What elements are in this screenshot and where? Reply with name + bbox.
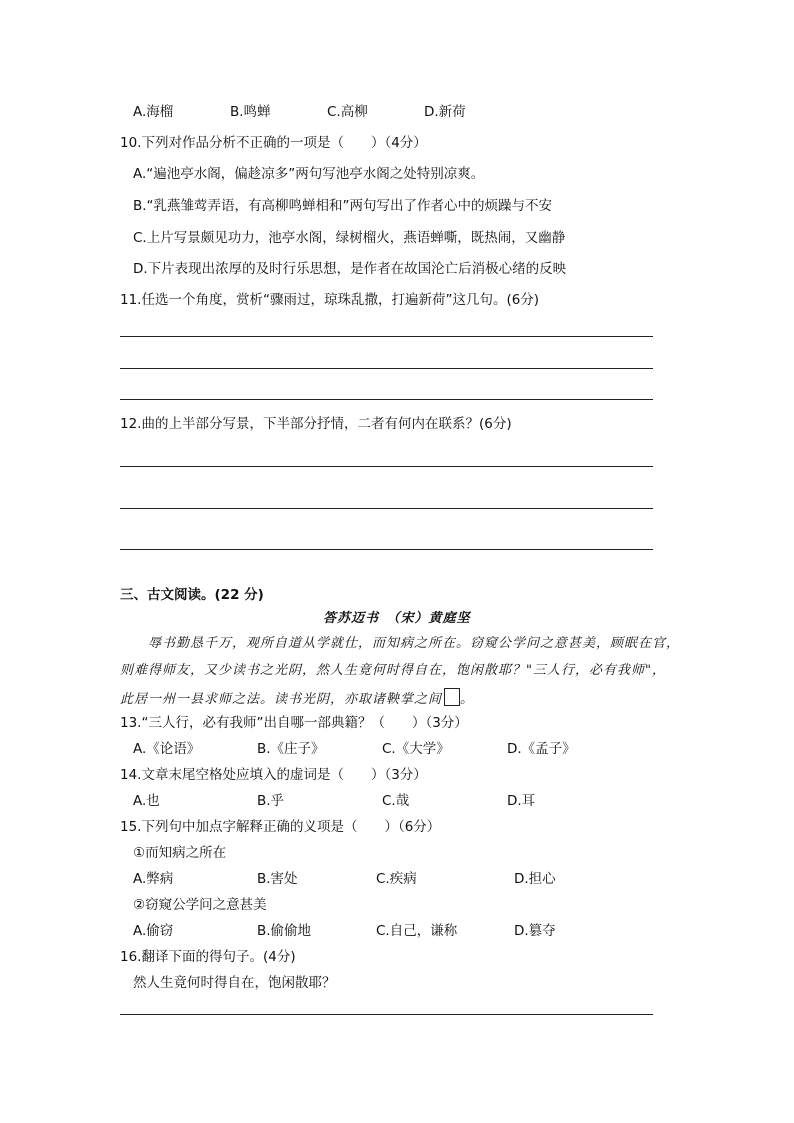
blank-box[interactable] bbox=[444, 688, 460, 706]
q12-stem: 12.曲的上半部分写景，下半部分抒情，二者有何内在联系？(6分) bbox=[120, 416, 512, 432]
q10-option-a: A.“遍池亭水阁，偏趁凉多”两句写池亭水阁之处特别凉爽。 bbox=[133, 166, 485, 182]
q9-option-a: A.海榴 bbox=[133, 104, 174, 120]
q13-option-c: C.《大学》 bbox=[382, 741, 450, 757]
q14-option-b: B.乎 bbox=[257, 793, 285, 809]
passage-line-1: 辱书勤恳千万，观所自道从学就仕，而知病之所在。窃窥公学问之意甚美，顾眠在官， bbox=[148, 636, 681, 651]
q13-stem: 13.“三人行，必有我师”出自哪一部典籍？（ ）（3分） bbox=[120, 715, 468, 731]
q14-option-c: C.哉 bbox=[382, 793, 410, 809]
q15-stem: 15.下列句中加点字解释正确的义项是（ ）（6分） bbox=[120, 819, 441, 835]
q16-stem: 16.翻译下面的得句子。(4分) bbox=[120, 949, 296, 965]
q12-answer-line-3[interactable] bbox=[120, 549, 653, 550]
q10-option-c: C.上片写景颇见功力，池亭水阁，绿树榴火，燕语蝉嘶，既热闹，又幽静 bbox=[133, 230, 566, 246]
q15-sub1-option-d: D.担心 bbox=[514, 871, 556, 887]
q15-sub2-option-d: D.篡夺 bbox=[514, 923, 556, 939]
q15-sub2-option-b: B.偷偷地 bbox=[257, 923, 312, 939]
q9-option-d: D.新荷 bbox=[424, 104, 466, 120]
q15-sub2: ②窃窥公学问之意甚美 bbox=[133, 897, 267, 913]
q11-answer-line-3[interactable] bbox=[120, 399, 653, 400]
q14-stem: 14.文章末尾空格处应填入的虚词是（ ）（3分） bbox=[120, 767, 427, 783]
q11-answer-line-2[interactable] bbox=[120, 368, 653, 369]
q14-option-d: D.耳 bbox=[507, 793, 536, 809]
passage-line-3-text: 此居一州一县求师之法。读书光阴，亦取诸鞅掌之间 bbox=[120, 692, 443, 707]
q14-option-a: A.也 bbox=[133, 793, 160, 809]
passage-line-3 bbox=[120, 688, 474, 709]
q13-option-d: D.《孟子》 bbox=[507, 741, 576, 757]
q15-sub2-option-a: A.偷窃 bbox=[133, 923, 174, 939]
q10-stem: 10.下列对作品分析不正确的一项是（ ）（4分） bbox=[120, 135, 427, 151]
q16-answer-line[interactable] bbox=[120, 1014, 653, 1015]
q13-option-a: A.《论语》 bbox=[133, 741, 201, 757]
q15-sub1: ①而知病之所在 bbox=[133, 845, 227, 861]
q15-sub1-option-b: B.害处 bbox=[257, 871, 298, 887]
q10-option-d: D.下片表现出浓厚的及时行乐思想，是作者在故国沦亡后消极心绪的反映 bbox=[133, 261, 567, 277]
q10-option-b: B.“乳燕雏莺弄语，有高柳鸣蝉相和”两句写出了作者心中的烦躁与不安 bbox=[133, 198, 553, 214]
section3-heading: 三、古文阅读。(22 分) bbox=[120, 587, 264, 603]
q15-sub1-option-c: C.疾病 bbox=[376, 871, 417, 887]
passage-title: 答苏迈书 （宋）黄庭坚 bbox=[323, 611, 471, 626]
q9-option-c: C.高柳 bbox=[327, 104, 368, 120]
q16-sentence: 然人生竟何时得自在，饱闲散耶？ bbox=[133, 975, 336, 991]
passage-line-2: 则难得师友，又少读书之光阴，然人生竟何时得自在，饱闲散耶？"三人行，必有我师"， bbox=[120, 663, 666, 678]
q11-answer-line-1[interactable] bbox=[120, 336, 653, 337]
q11-stem: 11.任选一个角度，赏析“骤雨过，琼珠乱撒，打遍新荷”这几句。(6分) bbox=[120, 292, 540, 308]
passage-end-punct: 。 bbox=[460, 692, 475, 707]
q12-answer-line-2[interactable] bbox=[120, 508, 653, 509]
q9-option-b: B.鸣蝉 bbox=[230, 104, 271, 120]
q15-sub2-option-c: C.自己，谦称 bbox=[376, 923, 458, 939]
q12-answer-line-1[interactable] bbox=[120, 466, 653, 467]
q15-sub1-option-a: A.弊病 bbox=[133, 871, 174, 887]
q13-option-b: B.《庄子》 bbox=[257, 741, 325, 757]
